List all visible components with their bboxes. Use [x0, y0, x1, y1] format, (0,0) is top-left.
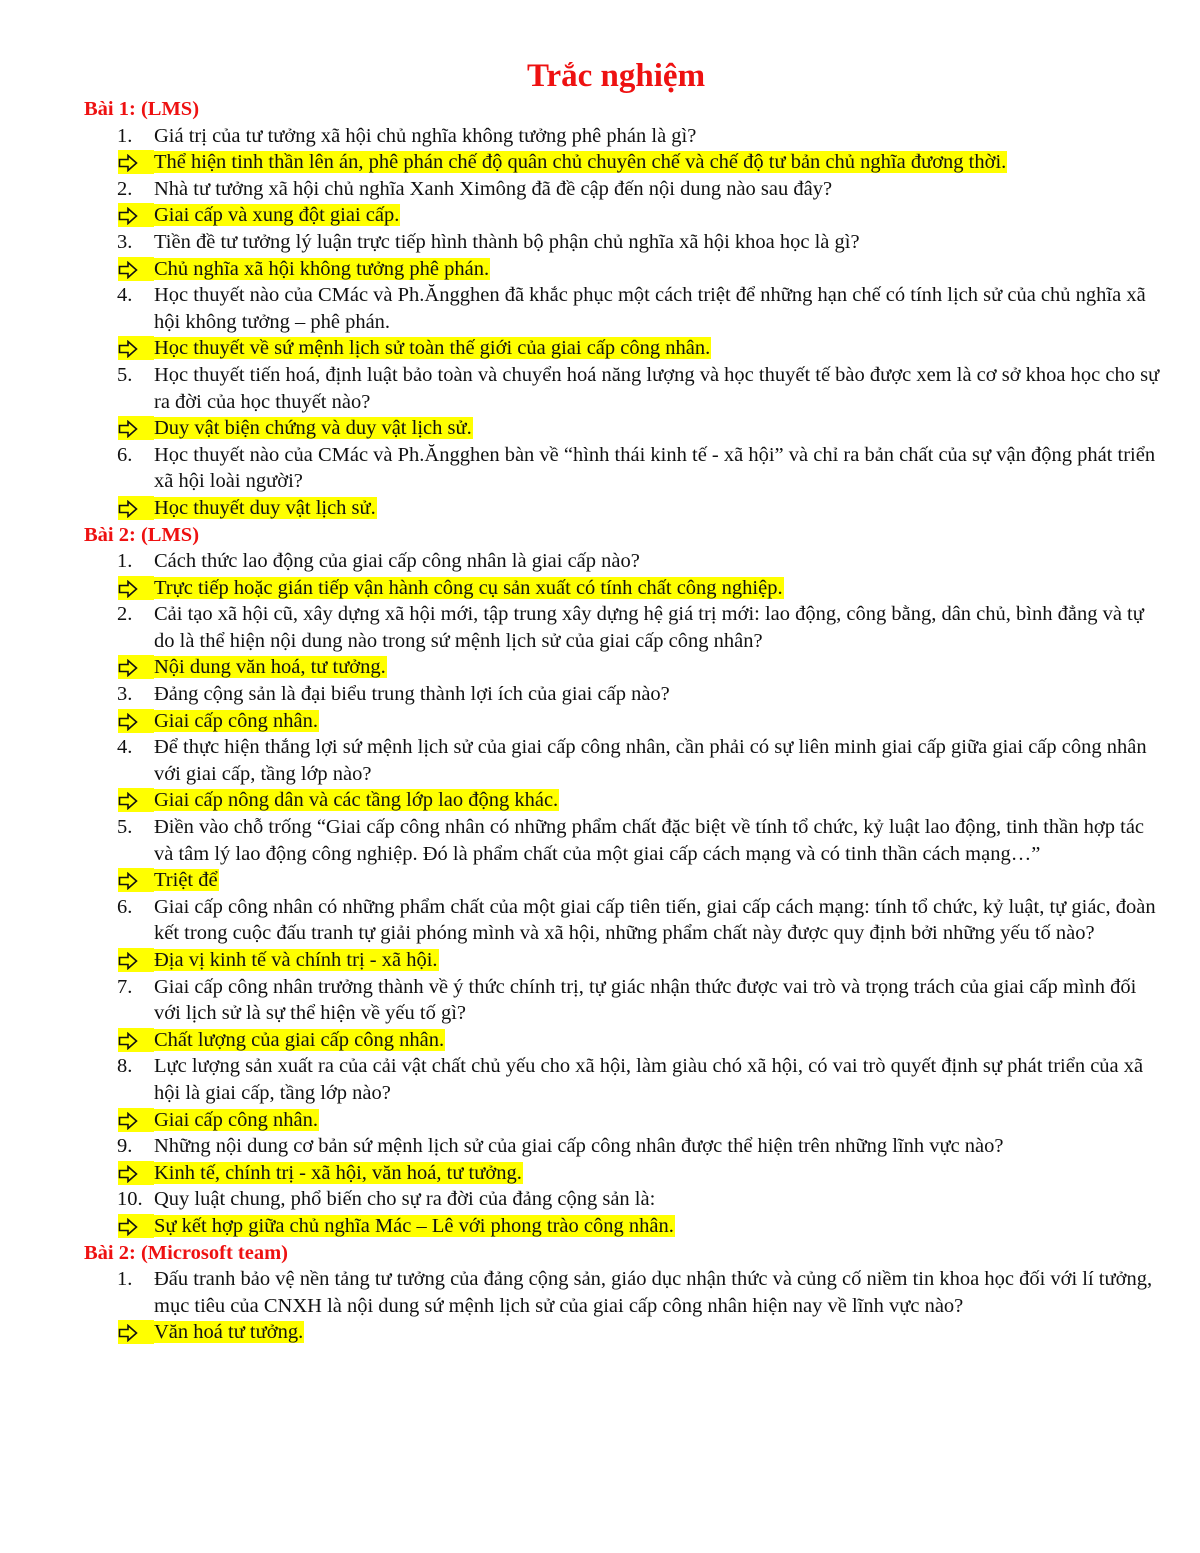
answer-text: Thể hiện tinh thần lên án, phê phán chế độ quân chủ chuyên chế và chế độ tư bản chủ nghĩa đương thời.: [154, 151, 1007, 174]
question-number: 3.: [117, 683, 133, 706]
question-number: 5.: [117, 816, 133, 839]
right-arrow-icon: [118, 1164, 138, 1182]
question-number: 6.: [117, 895, 133, 918]
answer-text: Giai cấp và xung đột giai cấp.: [154, 204, 400, 227]
answer-text: Học thuyết về sứ mệnh lịch sử toàn thế giới của giai cấp công nhân.: [154, 337, 711, 360]
question-text: Đấu tranh bảo vệ nền tảng tư tưởng của đảng cộng sản, giáo dục nhận thức và củng cố niềm tin khoa học đối với lí tưởng, mục tiêu của CNXH là nội dung sứ mệnh lịch sử của giai cấp công nhân hiện nay về lĩnh vực nào?: [154, 1268, 1153, 1317]
right-arrow-icon: [118, 658, 138, 676]
answer-text: Sự kết hợp giữa chủ nghĩa Mác – Lê với phong trào công nhân.: [154, 1214, 674, 1237]
answer-item: [84, 654, 1164, 681]
question-number: 8.: [117, 1055, 133, 1078]
right-arrow-icon: [118, 206, 138, 224]
right-arrow-icon: [118, 1323, 138, 1341]
question-item: [84, 176, 1164, 203]
question-text: Điền vào chỗ trống “Giai cấp công nhân có những phẩm chất đặc biệt về tính tổ chức, kỷ luật lao động, tinh thần hợp tác và tâm lý lao động công nghiệp. Đó là phẩm chất của một giai cấp cách mạng và có tinh thần cách mạng…”: [154, 816, 1145, 865]
section-heading: Bài 2: (Microsoft team): [84, 1241, 288, 1264]
question-number: 4.: [117, 736, 133, 759]
answer-item: [84, 256, 1164, 283]
question-item: [84, 362, 1164, 415]
right-arrow-icon: [118, 1031, 138, 1049]
right-arrow-icon: [118, 499, 138, 517]
right-arrow-icon: [118, 260, 138, 278]
question-item: [84, 548, 1164, 575]
answer-item: [84, 575, 1164, 602]
right-arrow-icon: [118, 1111, 138, 1129]
right-arrow-icon: [118, 951, 138, 969]
answer-item: [84, 1027, 1164, 1054]
answer-item: [84, 1213, 1164, 1240]
answer-text: Trực tiếp hoặc gián tiếp vận hành công cụ sản xuất có tính chất công nghiệp.: [154, 576, 783, 599]
question-item: [84, 123, 1164, 150]
question-text: Lực lượng sản xuất ra của cải vật chất chủ yếu cho xã hội, làm giàu chó xã hội, có vai trò quyết định sự phát triển của xã hội là giai cấp, tầng lớp nào?: [154, 1055, 1144, 1104]
question-text: Giai cấp công nhân trưởng thành về ý thức chính trị, tự giác nhận thức được vai trò và trọng trách của giai cấp mình đối với lịch sử là sự thể hiện về yếu tố gì?: [154, 975, 1137, 1025]
question-text: Những nội dung cơ bản sứ mệnh lịch sử của giai cấp công nhân được thể hiện trên những lĩnh vực nào?: [154, 1135, 1004, 1158]
question-item: [84, 681, 1164, 708]
question-number: 7.: [117, 975, 133, 998]
question-text: Giai cấp công nhân có những phẩm chất của một giai cấp tiên tiến, giai cấp cách mạng: tính tổ chức, kỷ luật, tự giác, đoàn kết trong cuộc đấu tranh tự giải phóng mình và xã hội, những phẩm chất này được quy định bởi những yếu tố nào?: [154, 895, 1156, 945]
answer-item: [84, 335, 1164, 362]
question-item: [84, 974, 1164, 1027]
question-item: [84, 1133, 1164, 1160]
question-number: 5.: [117, 363, 133, 386]
right-arrow-icon: [118, 419, 138, 437]
answer-text: Nội dung văn hoá, tư tưởng.: [154, 656, 386, 679]
answer-text: Duy vật biện chứng và duy vật lịch sử.: [154, 417, 472, 440]
question-number: 10.: [117, 1188, 143, 1211]
answer-text: Triệt để: [154, 869, 218, 892]
answer-item: [84, 947, 1164, 974]
question-text: Cải tạo xã hội cũ, xây dựng xã hội mới, tập trung xây dựng hệ giá trị mới: lao động, công bằng, dân chủ, bình đẳng và tự do là thể hiện nội dung nào trong sứ mệnh lịch sử của giai cấp công nhân?: [154, 603, 1144, 652]
question-text: Cách thức lao động của giai cấp công nhân là giai cấp nào?: [154, 550, 640, 573]
question-number: 2.: [117, 603, 133, 626]
question-item: [84, 894, 1164, 947]
answer-text: Giai cấp nông dân và các tầng lớp lao động khác.: [154, 789, 559, 812]
question-item: [84, 1266, 1164, 1319]
answer-text: Giai cấp công nhân.: [154, 709, 318, 732]
page-title: Trắc nghiệm: [526, 58, 706, 94]
question-item: [84, 734, 1164, 787]
question-item: [84, 1053, 1164, 1106]
question-text: Học thuyết nào của CMác và Ph.Ăngghen bàn về “hình thái kinh tế - xã hội” và chỉ ra bản chất của sự vận động phát triển xã hội loài người?: [154, 443, 1156, 493]
answer-text: Giai cấp công nhân.: [154, 1108, 318, 1131]
answer-item: [84, 202, 1164, 229]
section-heading: Bài 2: (LMS): [84, 523, 200, 546]
question-text: Nhà tư tưởng xã hội chủ nghĩa Xanh Ximông đã đề cập đến nội dung nào sau đây?: [154, 177, 833, 200]
question-number: 3.: [117, 230, 133, 253]
right-arrow-icon: [118, 339, 138, 357]
answer-text: Kinh tế, chính trị - xã hội, văn hoá, tư tưởng.: [154, 1161, 522, 1184]
answer-item: [84, 1107, 1164, 1134]
right-arrow-icon: [118, 791, 138, 809]
answer-item: [84, 149, 1164, 176]
right-arrow-icon: [118, 153, 138, 171]
answer-text: Văn hoá tư tưởng.: [154, 1321, 304, 1344]
question-number: 4.: [117, 284, 133, 307]
answer-text: Chất lượng của giai cấp công nhân.: [154, 1028, 445, 1051]
question-text: Học thuyết nào của CMác và Ph.Ăngghen đã khắc phục một cách triệt để những hạn chế có tính lịch sử của chủ nghĩa xã hội không tưởng – phê phán.: [154, 284, 1146, 333]
question-number: 1.: [117, 550, 133, 573]
section-heading: Bài 1: (LMS): [84, 98, 200, 120]
question-text: Giá trị của tư tưởng xã hội chủ nghĩa không tưởng phê phán là gì?: [154, 124, 697, 147]
answer-item: [84, 415, 1164, 442]
question-number: 6.: [117, 443, 133, 466]
question-text: Tiền đề tư tưởng lý luận trực tiếp hình thành bộ phận chủ nghĩa xã hội khoa học là gì?: [154, 230, 860, 253]
right-arrow-icon: [118, 1217, 138, 1235]
question-text: Học thuyết tiến hoá, định luật bảo toàn và chuyển hoá năng lượng và học thuyết tế bào được xem là cơ sở khoa học cho sự ra đời của học thuyết nào?: [154, 363, 1160, 413]
question-item: [84, 282, 1164, 335]
question-text: Quy luật chung, phổ biến cho sự ra đời của đảng cộng sản là:: [154, 1188, 656, 1211]
answer-item: [84, 495, 1164, 522]
right-arrow-icon: [118, 712, 138, 730]
right-arrow-icon: [118, 579, 138, 597]
answer-item: [84, 1160, 1164, 1187]
question-item: [84, 229, 1164, 256]
question-text: Đảng cộng sản là đại biểu trung thành lợi ích của giai cấp nào?: [154, 683, 670, 706]
answer-item: [84, 708, 1164, 735]
right-arrow-icon: [118, 871, 138, 889]
answer-item: [84, 867, 1164, 894]
answer-text: Chủ nghĩa xã hội không tưởng phê phán.: [154, 257, 490, 280]
question-number: 9.: [117, 1135, 133, 1158]
answer-item: [84, 787, 1164, 814]
answer-text: Địa vị kinh tế và chính trị - xã hội.: [154, 949, 438, 971]
question-item: [84, 601, 1164, 654]
question-number: 1.: [117, 124, 133, 147]
document-body: [84, 96, 1164, 1346]
answer-item: [84, 1319, 1164, 1346]
question-item: [84, 1186, 1164, 1213]
question-item: [84, 442, 1164, 495]
question-number: 2.: [117, 177, 133, 200]
question-number: 1.: [117, 1268, 133, 1291]
question-item: [84, 814, 1164, 867]
answer-text: Học thuyết duy vật lịch sử.: [154, 496, 376, 519]
question-text: Để thực hiện thắng lợi sứ mệnh lịch sử của giai cấp công nhân, cần phải có sự liên minh giai cấp giữa giai cấp công nhân với giai cấp, tầng lớp nào?: [154, 736, 1147, 785]
